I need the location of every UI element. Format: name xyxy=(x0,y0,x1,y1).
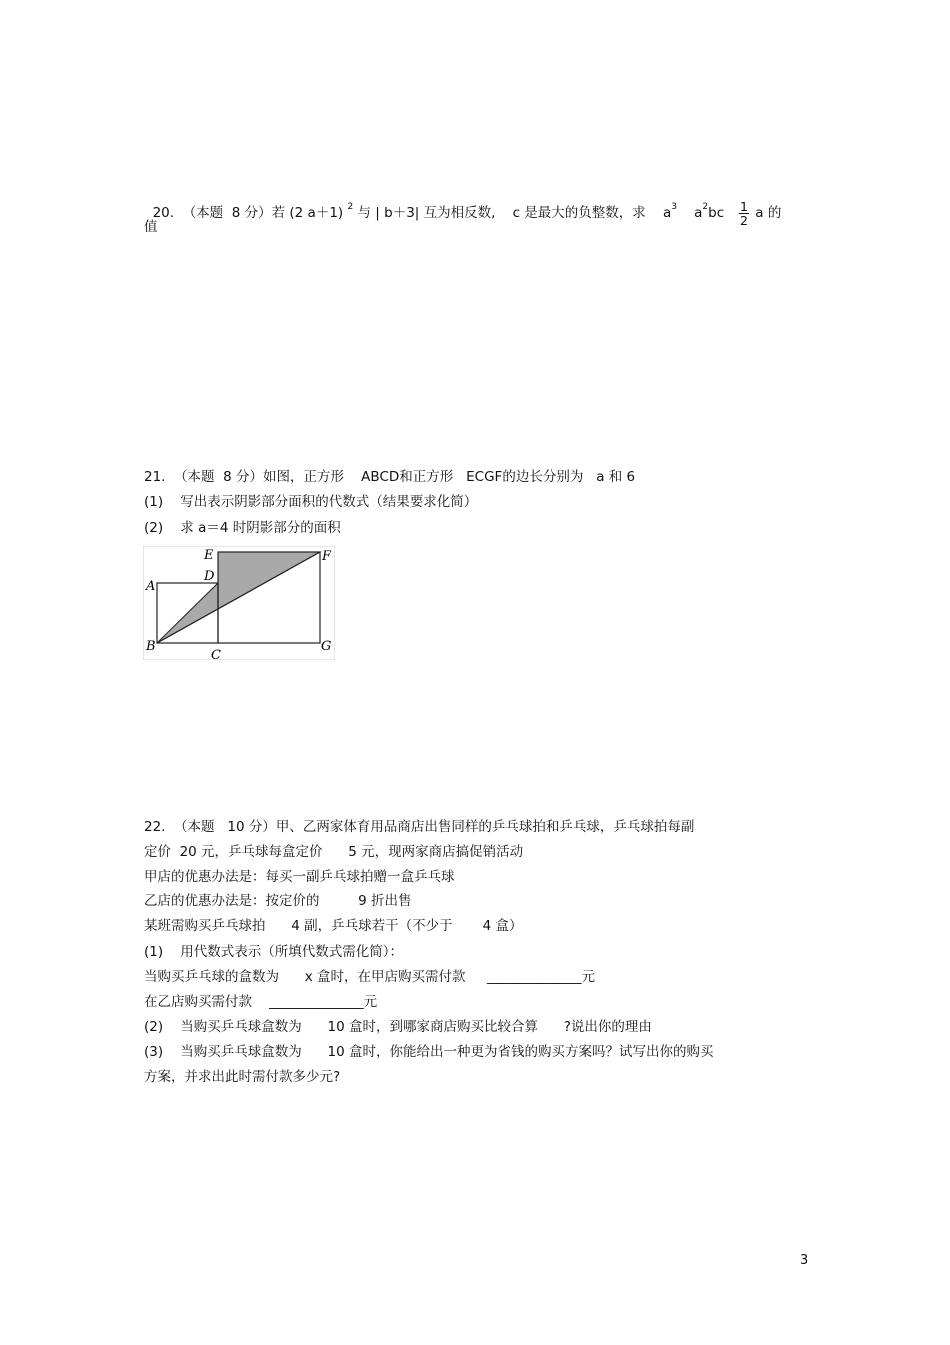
label-c: C xyxy=(211,648,221,660)
q20-frac-num: 1 xyxy=(740,198,748,214)
label-d: D xyxy=(204,569,215,584)
q20-line1 xyxy=(144,180,781,227)
q22-line-4: 乙店的优惠办法是：按定价的 9 折出售 xyxy=(144,893,412,909)
q20-frac-den: 2 xyxy=(740,212,748,228)
q21-line1: 21. （本题 8 分）如图，正方形 ABCD和正方形 ECGF的边长分别为 a 和 6 xyxy=(144,469,636,485)
squares-diagram xyxy=(143,546,335,660)
label-b: B xyxy=(146,639,156,654)
q21-figure xyxy=(143,546,335,660)
label-f: F xyxy=(322,549,332,564)
q20-bc: bc xyxy=(708,205,738,221)
q22-line-11: 方案，并求出此时需付款多少元? xyxy=(144,1069,341,1085)
q20-tail: a 的 xyxy=(750,205,782,221)
q20-mid: 与 | b＋3| 互为相反数, c 是最大的负整数，求 a xyxy=(353,205,672,221)
label-g: G xyxy=(321,639,332,654)
q20-exponent-2: 2 xyxy=(347,202,354,212)
q22-line-6: (1) 用代数式表示（所填代数式需化简）： xyxy=(144,944,404,960)
page-number: 3 xyxy=(800,1253,809,1268)
q21-line3: (2) 求 a＝4 时阴影部分的面积 xyxy=(144,520,341,536)
q22-line-10: (3) 当购买乒乓球盒数为 10 盒时，你能给出一种更为省钱的购买方案吗？试写出你的购买 xyxy=(144,1044,714,1060)
q20-sp: a xyxy=(676,205,703,221)
q22-line-1: 22. （本题 10 分）甲、乙两家体育用品商店出售同样的乒乓球拍和乒乓球，乒乓球拍每副 xyxy=(144,819,695,835)
q20-exponent-3: 3 xyxy=(671,202,677,212)
q20-intro: 20. （本题 8 分）若 (2 a＋1) xyxy=(152,205,348,221)
label-e: E xyxy=(204,548,214,563)
q22-line-8: 在乙店购买需付款 ______________元 xyxy=(144,994,378,1010)
label-a: A xyxy=(146,579,156,594)
q22-line-7: 当购买乒乓球的盒数为 x 盒时，在甲店购买需付款 ______________元 xyxy=(144,969,595,985)
q21-line2: (1) 写出表示阴影部分面积的代数式（结果要求化简） xyxy=(144,494,478,510)
q22-line-5: 某班需购买乒乓球拍 4 副，乒乓球若干（不少于 4 盒） xyxy=(144,918,523,934)
q22-line-9: (2) 当购买乒乓球盒数为 10 盒时，到哪家商店购买比较合算 ?说出你的理由 xyxy=(144,1019,652,1035)
q20-line2: 值 xyxy=(144,219,158,235)
q22-line-2: 定价 20 元，乒乓球每盒定价 5 元，现两家商店搞促销活动 xyxy=(144,844,524,860)
q22-line-3: 甲店的优惠办法是：每买一副乒乓球拍赠一盒乒乓球 xyxy=(144,869,455,885)
q20-fraction xyxy=(739,200,749,227)
q20-exponent-2b: 2 xyxy=(702,202,709,212)
